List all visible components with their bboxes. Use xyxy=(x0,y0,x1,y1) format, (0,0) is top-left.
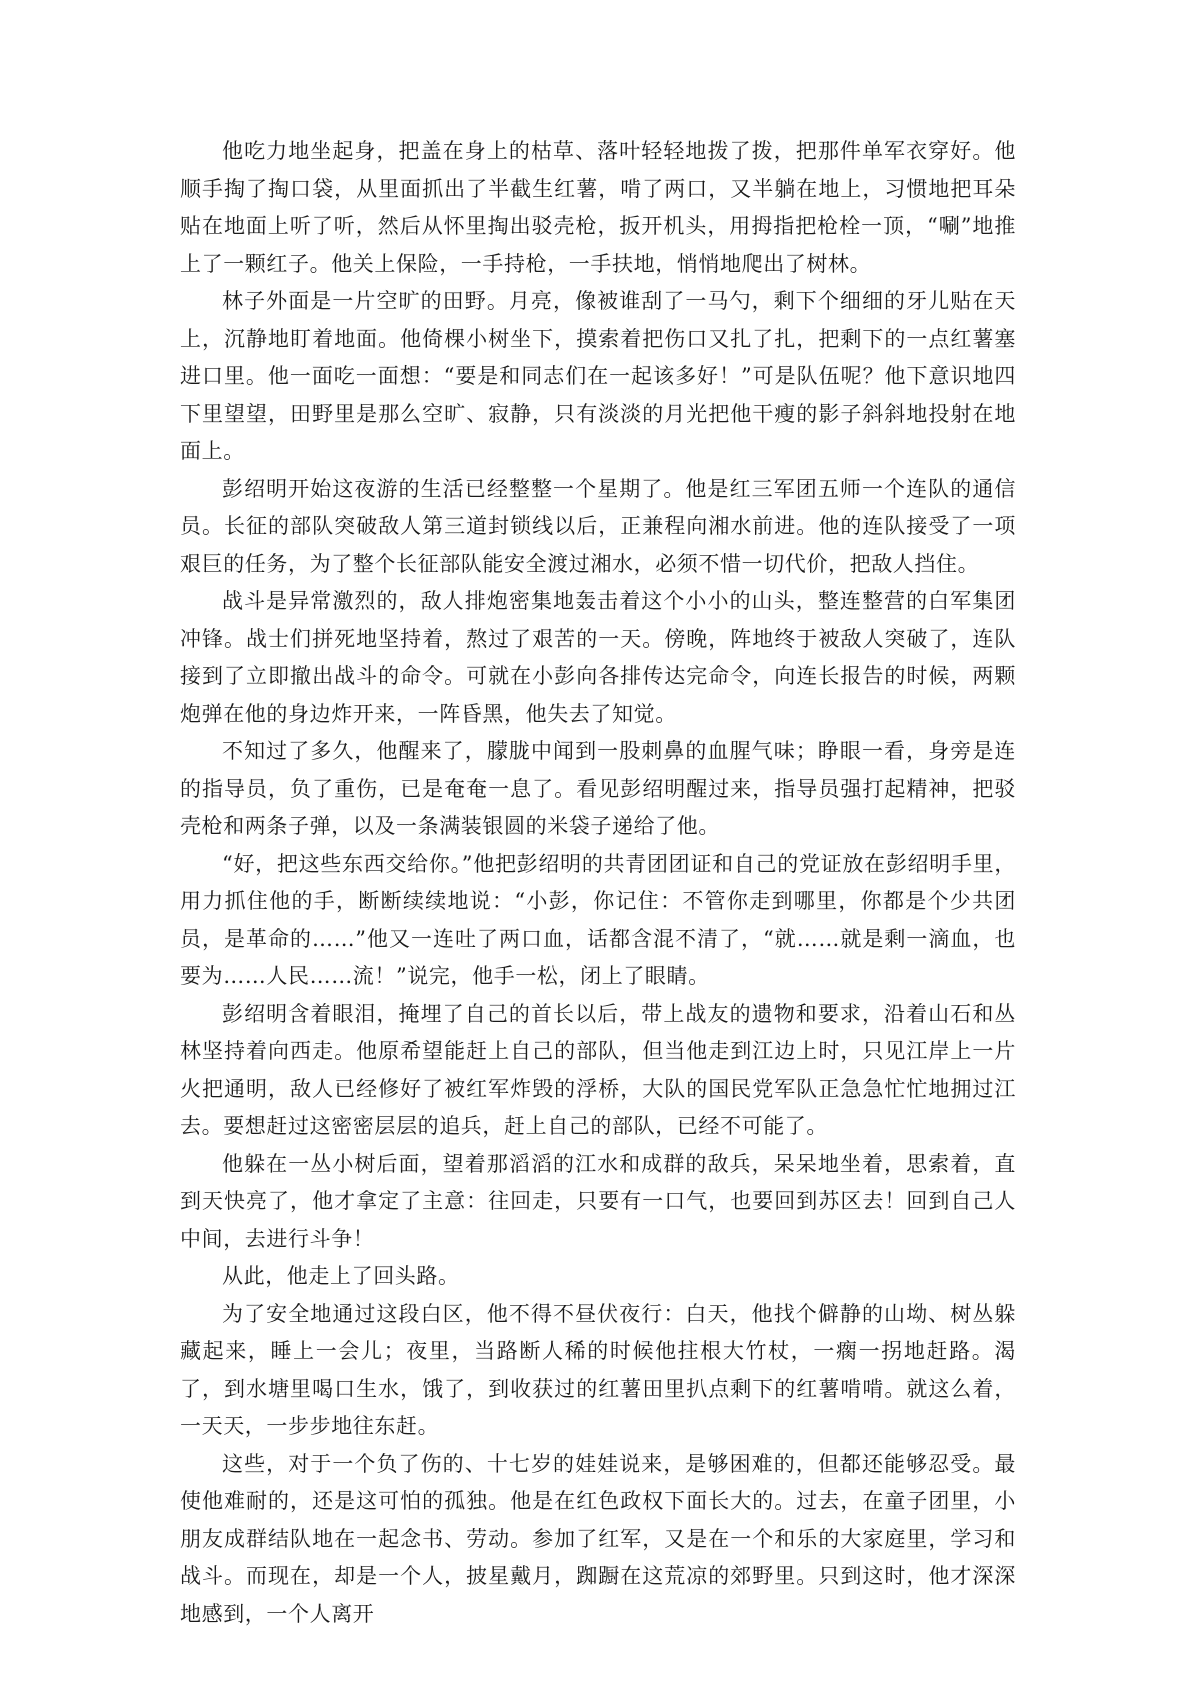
paragraph: 为了安全地通过这段白区，他不得不昼伏夜行：白天，他找个僻静的山坳、树丛躲藏起来，睡上一会儿；夜里，当路断人稀的时候他拄根大竹杖，一瘸一拐地赶路。渴了，到水塘里喝口生水，饿了，到收获过的红薯田里扒点剩下的红薯啃啃。就这么着，一天天，一步步地往东赶。 xyxy=(180,1301,1016,1438)
paragraph: “好，把这些东西交给你。”他把彭绍明的共青团团证和自己的党证放在彭绍明手里，用力抓住他的手，断断续续地说：“小彭，你记住：不管你走到哪里，你都是个少共团员，是革命的……”他又一连吐了两口血，话都含混不清了，“就……就是剩一滴血，也要为……人民……流！”说完，他手一松，闭上了眼睛。 xyxy=(180,851,1016,988)
paragraph: 彭绍明含着眼泪，掩埋了自己的首长以后，带上战友的遗物和要求，沿着山石和丛林坚持着向西走。他原希望能赶上自己的部队，但当他走到江边上时，只见江岸上一片火把通明，敌人已经修好了被红军炸毁的浮桥，大队的国民党军队正急急忙忙地拥过江去。要想赶过这密密层层的追兵，赶上自己的部队，已经不可能了。 xyxy=(180,1001,1016,1138)
paragraph: 从此，他走上了回头路。 xyxy=(222,1264,460,1288)
paragraph: 这些，对于一个负了伤的、十七岁的娃娃说来，是够困难的，但都还能够忍受。最使他难耐的，还是这可怕的孤独。他是在红色政权下面长大的。过去，在童子团里，小朋友成群结队地在一起念书、劳动。参加了红军，又是在一个和乐的大家庭里，学习和战斗。而现在，却是一个人，披星戴月，踟蹰在这荒凉的郊野里。只到这时，他才深深地感到，一个人离开 xyxy=(180,1451,1016,1626)
paragraph: 战斗是异常激烈的，敌人排炮密集地轰击着这个小小的山头，整连整营的白军集团冲锋。战士们拼死地坚持着，熬过了艰苦的一天。傍晚，阵地终于被敌人突破了，连队接到了立即撤出战斗的命令。可就在小彭向各排传达完命令，向连长报告的时候，两颗炮弹在他的身边炸开来，一阵昏黑，他失去了知觉。 xyxy=(180,589,1016,726)
paragraph: 彭绍明开始这夜游的生活已经整整一个星期了。他是红三军团五师一个连队的通信员。长征的部队突破敌人第三道封锁线以后，正兼程向湘水前进。他的连队接受了一项艰巨的任务，为了整个长征部队能安全渡过湘水，必须不惜一切代价，把敌人挡住。 xyxy=(180,476,1016,576)
paragraph: 不知过了多久，他醒来了，朦胧中闻到一股刺鼻的血腥气味；睁眼一看，身旁是连的指导员，负了重伤，已是奄奄一息了。看见彭绍明醒过来，指导员强打起精神，把驳壳枪和两条子弹，以及一条满装银圆的米袋子递给了他。 xyxy=(180,739,1016,838)
story-text xyxy=(180,133,1016,1633)
paragraph: 他躲在一丛小树后面，望着那滔滔的江水和成群的敌兵，呆呆地坐着，思索着，直到天快亮了，他才拿定了主意：往回走，只要有一口气，也要回到苏区去！回到自己人中间，去进行斗争！ xyxy=(180,1151,1016,1251)
paragraph: 林子外面是一片空旷的田野。月亮，像被谁刮了一马勺，剩下个细细的牙儿贴在天上，沉静地盯着地面。他倚棵小树坐下，摸索着把伤口又扎了扎，把剩下的一点红薯塞进口里。他一面吃一面想：“要是和同志们在一起该多好！”可是队伍呢？他下意识地四下里望望，田野里是那么空旷、寂静，只有淡淡的月光把他干瘦的影子斜斜地投射在地面上。 xyxy=(180,289,1016,463)
paragraph: 他吃力地坐起身，把盖在身上的枯草、落叶轻轻地拨了拨，把那件单军衣穿好。他顺手掏了掏口袋，从里面抓出了半截生红薯，啃了两口，又半躺在地上，习惯地把耳朵贴在地面上听了听，然后从怀里掏出驳壳枪，扳开机头，用拇指把枪栓一顶，“唰”地推上了一颗红子。他关上保险，一手持枪，一手扶地，悄悄地爬出了树林。 xyxy=(180,139,1016,276)
